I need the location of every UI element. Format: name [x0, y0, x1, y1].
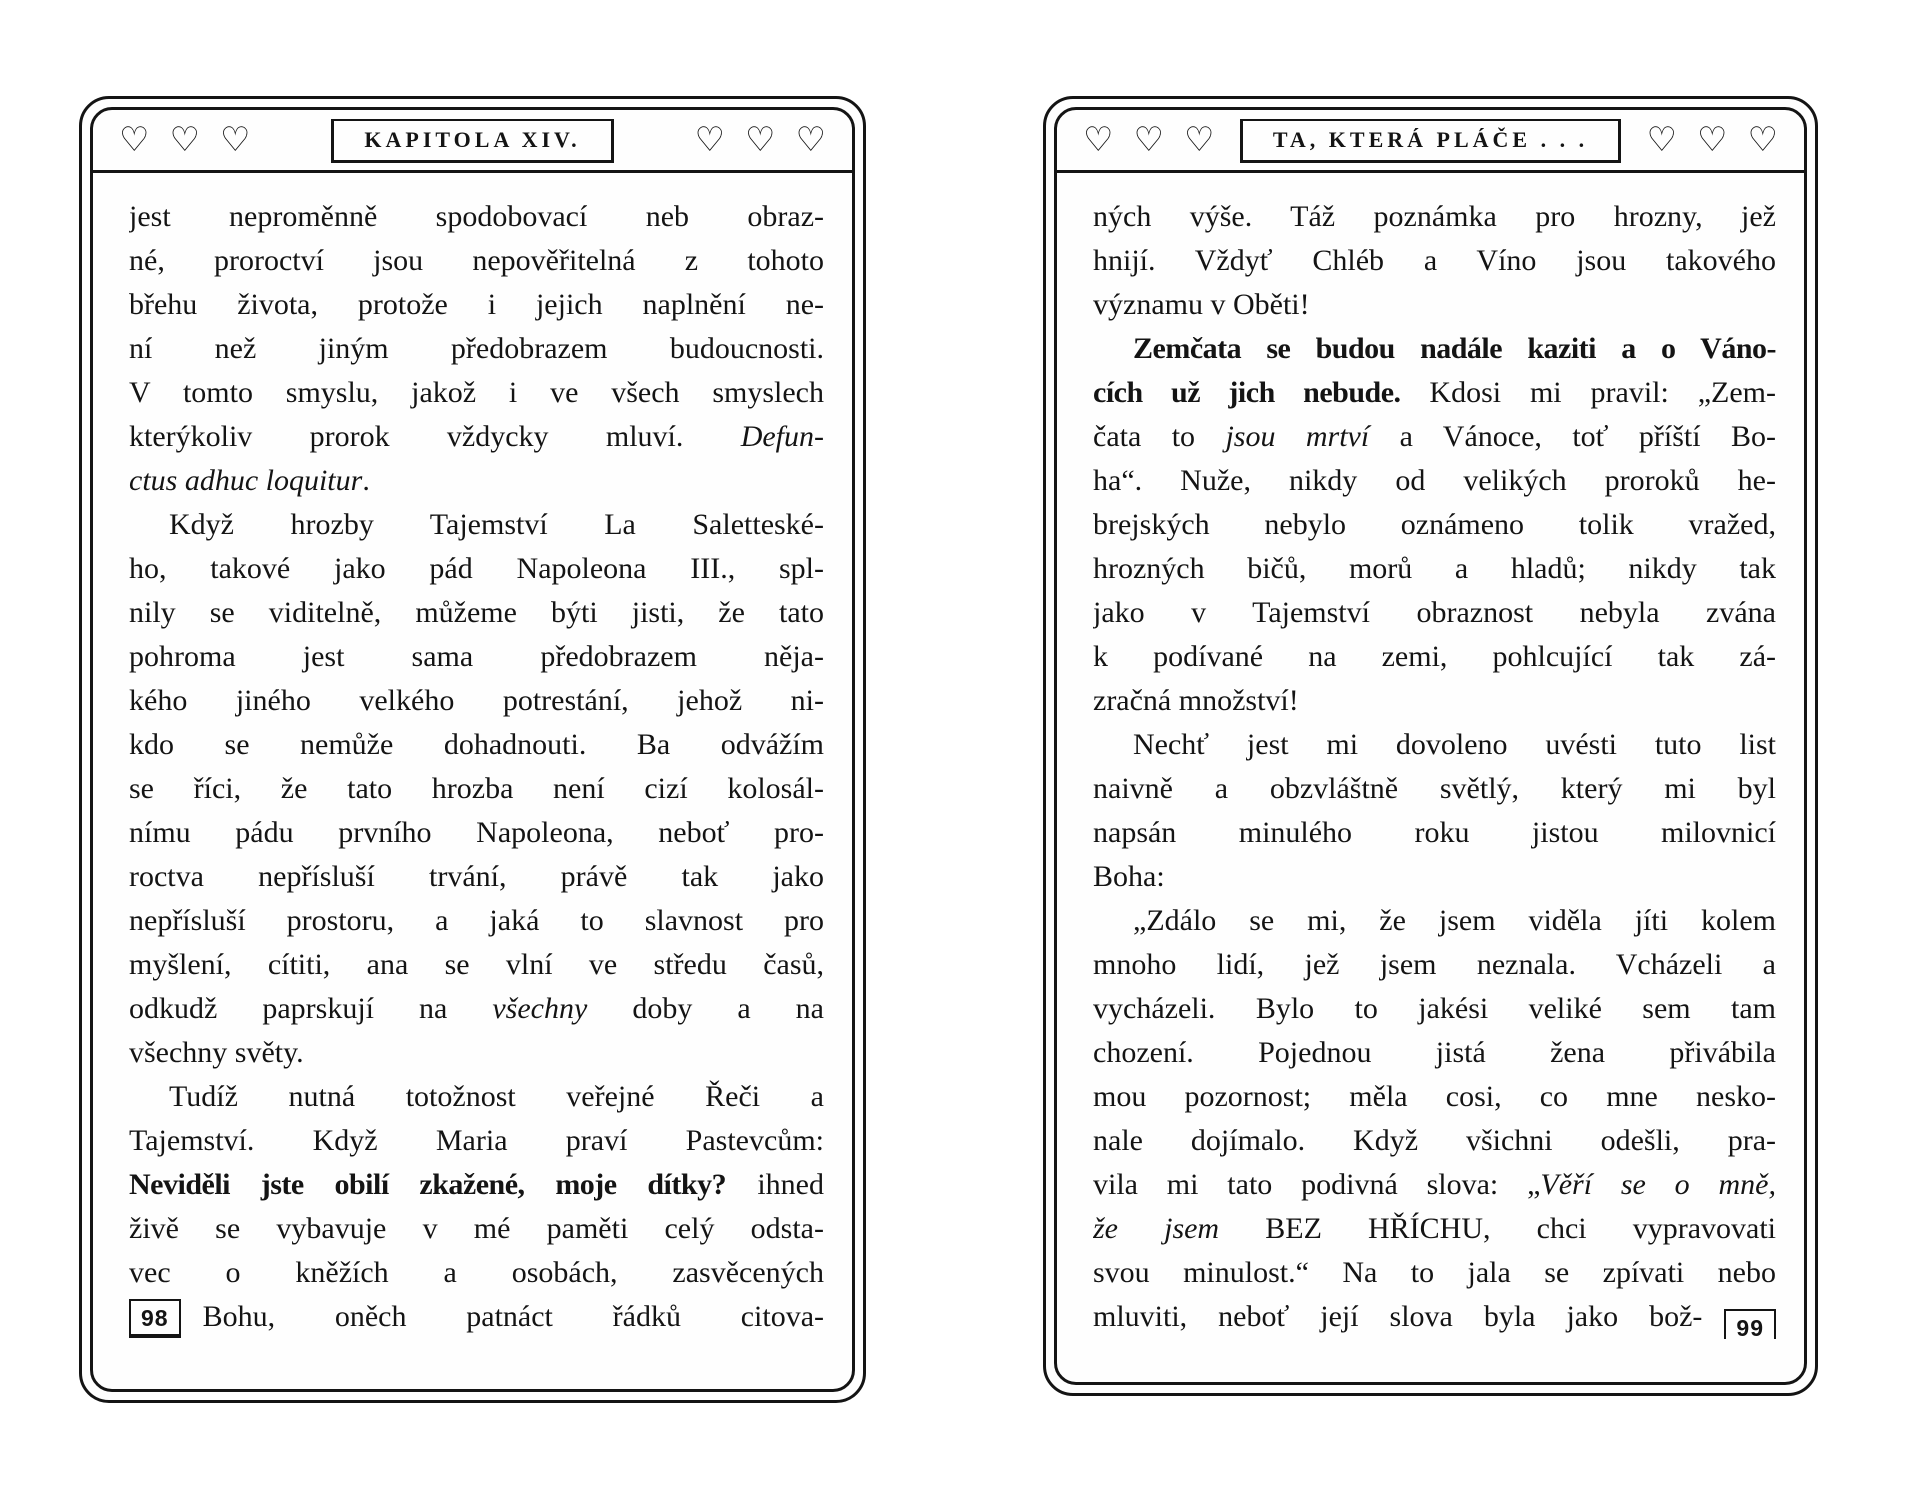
text-segment: Nechť jest mi dovoleno uvésti tuto list — [1133, 728, 1776, 761]
text-segment: Když hrozby Tajemství La Saletteské- — [169, 508, 824, 541]
text-line — [129, 415, 824, 459]
text-line — [129, 723, 824, 767]
text-line — [129, 591, 824, 635]
text-line — [1093, 195, 1776, 239]
text-line — [1093, 723, 1776, 767]
text-line — [129, 811, 824, 855]
text-line — [1093, 415, 1776, 459]
text-segment: jako v Tajemství obraznost nebyla zvána — [1093, 596, 1776, 629]
text-segment: cích už jich nebude. — [1093, 376, 1401, 409]
text-segment: né, proroctví jsou nepověřitelná z tohoto — [129, 244, 824, 277]
page-text — [93, 173, 852, 1389]
text-segment: doby a na — [587, 992, 824, 1025]
text-line-content — [1093, 1295, 1702, 1339]
text-segment: mou pozornost; měla cosi, co mne nesko- — [1093, 1080, 1776, 1113]
page-header — [1057, 110, 1804, 173]
text-segment: vila mi tato podivná slova: „ — [1093, 1168, 1541, 1201]
hearts-right — [694, 120, 826, 160]
text-line — [1093, 591, 1776, 635]
heart-icon: ♡ — [119, 120, 150, 160]
heart-icon: ♡ — [1697, 120, 1728, 160]
text-segment: ho, takové jako pád Napoleona III., spl- — [129, 552, 824, 585]
text-segment: odkudž paprskují na — [129, 992, 493, 1025]
text-line — [1093, 635, 1776, 679]
text-line — [1093, 987, 1776, 1031]
book-page-left — [79, 96, 866, 1403]
text-line — [129, 1031, 824, 1075]
text-line — [129, 1295, 824, 1339]
text-line — [1093, 1031, 1776, 1075]
text-segment: pohroma jest sama předobrazem něja- — [129, 640, 824, 673]
text-segment: zračná množství! — [1093, 684, 1299, 717]
text-segment: BEZ HŘÍCHU, chci vypravovati — [1219, 1212, 1776, 1245]
heart-icon: ♡ — [1083, 120, 1114, 160]
text-segment: Defun- — [740, 420, 824, 453]
text-line — [1093, 1207, 1776, 1251]
text-line — [129, 635, 824, 679]
text-segment: ctus adhuc loquitur — [129, 464, 363, 497]
text-line — [129, 459, 824, 503]
chapter-title: TA, KTERÁ PLÁČE . . . — [1272, 127, 1589, 152]
text-segment: se říci, že tato hrozba není cizí kolosál- — [129, 772, 824, 805]
text-segment: vec o kněžích a osobách, zasvěcených — [129, 1256, 824, 1289]
heart-icon: ♡ — [169, 120, 200, 160]
text-segment: jest neproměnně spodobovací neb obraz- — [129, 200, 824, 233]
book-page-right — [1043, 96, 1818, 1396]
hearts-left — [119, 120, 251, 160]
page-frame — [1054, 107, 1807, 1385]
text-segment: všechny — [492, 992, 588, 1025]
page-header — [93, 110, 852, 173]
text-line — [129, 283, 824, 327]
text-segment: brejských nebylo oznámeno tolik vražed, — [1093, 508, 1776, 541]
text-line — [1093, 1075, 1776, 1119]
text-line — [1093, 547, 1776, 591]
text-segment: Tajemství. Když Maria praví Pastevcům: — [129, 1124, 824, 1157]
text-segment: že jsem — [1093, 1212, 1220, 1245]
text-line — [129, 1251, 824, 1295]
text-line — [1093, 1119, 1776, 1163]
text-segment: svou minulost.“ Na to jala se zpívati nebo — [1093, 1256, 1776, 1289]
text-line — [129, 327, 824, 371]
text-line — [129, 1207, 824, 1251]
text-segment: jsou mrtví — [1225, 420, 1370, 453]
text-segment: nepřísluší prostoru, a jaká to slavnost pro — [129, 904, 824, 937]
heart-icon: ♡ — [795, 120, 826, 160]
text-segment: ihned — [726, 1168, 824, 1201]
text-segment: kého jiného velkého potrestání, jehož ni- — [129, 684, 824, 717]
text-line — [1093, 1251, 1776, 1295]
text-segment: nímu pádu prvního Napoleona, neboť pro- — [129, 816, 824, 849]
text-segment: kterýkoliv prorok vždycky mluví. — [129, 420, 741, 453]
hearts-right — [1646, 120, 1778, 160]
text-line — [1093, 679, 1776, 723]
heart-icon: ♡ — [694, 120, 726, 160]
chapter-title-box — [1240, 119, 1621, 163]
text-line — [129, 239, 824, 283]
page-number: 98 — [129, 1299, 181, 1338]
text-line — [1093, 459, 1776, 503]
text-segment: Tudíž nutná totožnost veřejné Řeči a — [169, 1080, 824, 1113]
text-segment: hnijí. Vždyť Chléb a Víno jsou takového — [1093, 244, 1776, 277]
text-line — [1093, 371, 1776, 415]
heart-icon: ♡ — [219, 120, 251, 160]
text-segment: . — [362, 464, 370, 497]
text-line — [1093, 327, 1776, 371]
text-line — [129, 547, 824, 591]
text-segment: ní než jiným předobrazem budoucnosti. — [129, 332, 824, 365]
text-line — [129, 503, 824, 547]
text-segment: Boha: — [1093, 860, 1165, 893]
text-segment: Zemčata se budou nadále kaziti a o Váno- — [1133, 332, 1776, 365]
heart-icon: ♡ — [1183, 120, 1215, 160]
text-line — [129, 899, 824, 943]
text-segment: nily se viditelně, můžeme býti jisti, že tato — [129, 596, 824, 629]
text-line — [1093, 239, 1776, 283]
text-line — [129, 371, 824, 415]
text-line — [129, 943, 824, 987]
text-line — [1093, 1295, 1776, 1339]
text-segment: ných výše. Táž poznámka pro hrozny, jež — [1093, 200, 1776, 233]
text-segment: „Zdálo se mi, že jsem viděla jíti kolem — [1133, 904, 1776, 937]
text-line — [129, 987, 824, 1031]
hearts-left — [1083, 120, 1215, 160]
heart-icon: ♡ — [1133, 120, 1164, 160]
text-line-content — [203, 1295, 824, 1339]
text-segment: Věří se o mně, — [1540, 1168, 1776, 1201]
text-line — [1093, 899, 1776, 943]
text-line — [129, 855, 824, 899]
text-segment: Neviděli jste obilí zkažené, moje dítky? — [129, 1168, 727, 1201]
text-segment: a Vánoce, toť příští Bo- — [1369, 420, 1776, 453]
text-segment: živě se vybavuje v mé paměti celý odsta- — [129, 1212, 824, 1245]
text-line — [1093, 283, 1776, 327]
text-line — [1093, 811, 1776, 855]
page-frame — [90, 107, 855, 1392]
text-line — [129, 1075, 824, 1119]
text-segment: k podívané na zemi, pohlcující tak zá- — [1093, 640, 1776, 673]
text-line — [1093, 855, 1776, 899]
heart-icon: ♡ — [1646, 120, 1678, 160]
heart-icon: ♡ — [1747, 120, 1778, 160]
text-segment: hrozných bičů, morů a hladů; nikdy tak — [1093, 552, 1776, 585]
text-segment: chození. Pojednou jistá žena přivábila — [1093, 1036, 1776, 1069]
text-segment: mluviti, neboť její slova byla jako bož- — [1093, 1300, 1703, 1333]
text-segment: Kdosi mi pravil: „Zem- — [1400, 376, 1776, 409]
chapter-title-box — [331, 119, 613, 163]
text-line — [1093, 943, 1776, 987]
text-line — [1093, 1163, 1776, 1207]
text-segment: nale dojímalo. Když všichni odešli, pra- — [1093, 1124, 1776, 1157]
text-segment: V tomto smyslu, jakož i ve všech smyslech — [129, 376, 824, 409]
text-line — [1093, 767, 1776, 811]
text-line — [129, 1119, 824, 1163]
text-segment: roctva nepřísluší trvání, právě tak jako — [129, 860, 824, 893]
text-segment: čata to — [1093, 420, 1226, 453]
text-segment: všechny světy. — [129, 1036, 304, 1069]
text-segment: napsán minulého roku jistou milovnicí — [1093, 816, 1776, 849]
text-segment: naivně a obzvláštně světlý, který mi byl — [1093, 772, 1776, 805]
chapter-title: KAPITOLA XIV. — [364, 127, 581, 152]
page-text — [1057, 173, 1804, 1382]
text-line — [129, 679, 824, 723]
text-segment: břehu života, protože i jejich naplnění ne- — [129, 288, 824, 321]
heart-icon: ♡ — [745, 120, 776, 160]
text-segment: vycházeli. Bylo to jakési veliké sem tam — [1093, 992, 1776, 1025]
text-line — [129, 195, 824, 239]
text-segment: ha“. Nuže, nikdy od velikých proroků he- — [1093, 464, 1776, 497]
text-segment: Bohu, oněch patnáct řádků citova- — [202, 1300, 824, 1333]
page-number: 99 — [1724, 1309, 1776, 1339]
text-line — [1093, 503, 1776, 547]
text-segment: významu v Oběti! — [1093, 288, 1310, 321]
text-segment: kdo se nemůže dohadnouti. Ba odvážím — [129, 728, 824, 761]
text-segment: myšlení, cítiti, ana se vlní ve středu časů, — [129, 948, 824, 981]
text-segment: mnoho lidí, jež jsem neznala. Vcházeli a — [1093, 948, 1776, 981]
text-line — [129, 1163, 824, 1207]
text-line — [129, 767, 824, 811]
